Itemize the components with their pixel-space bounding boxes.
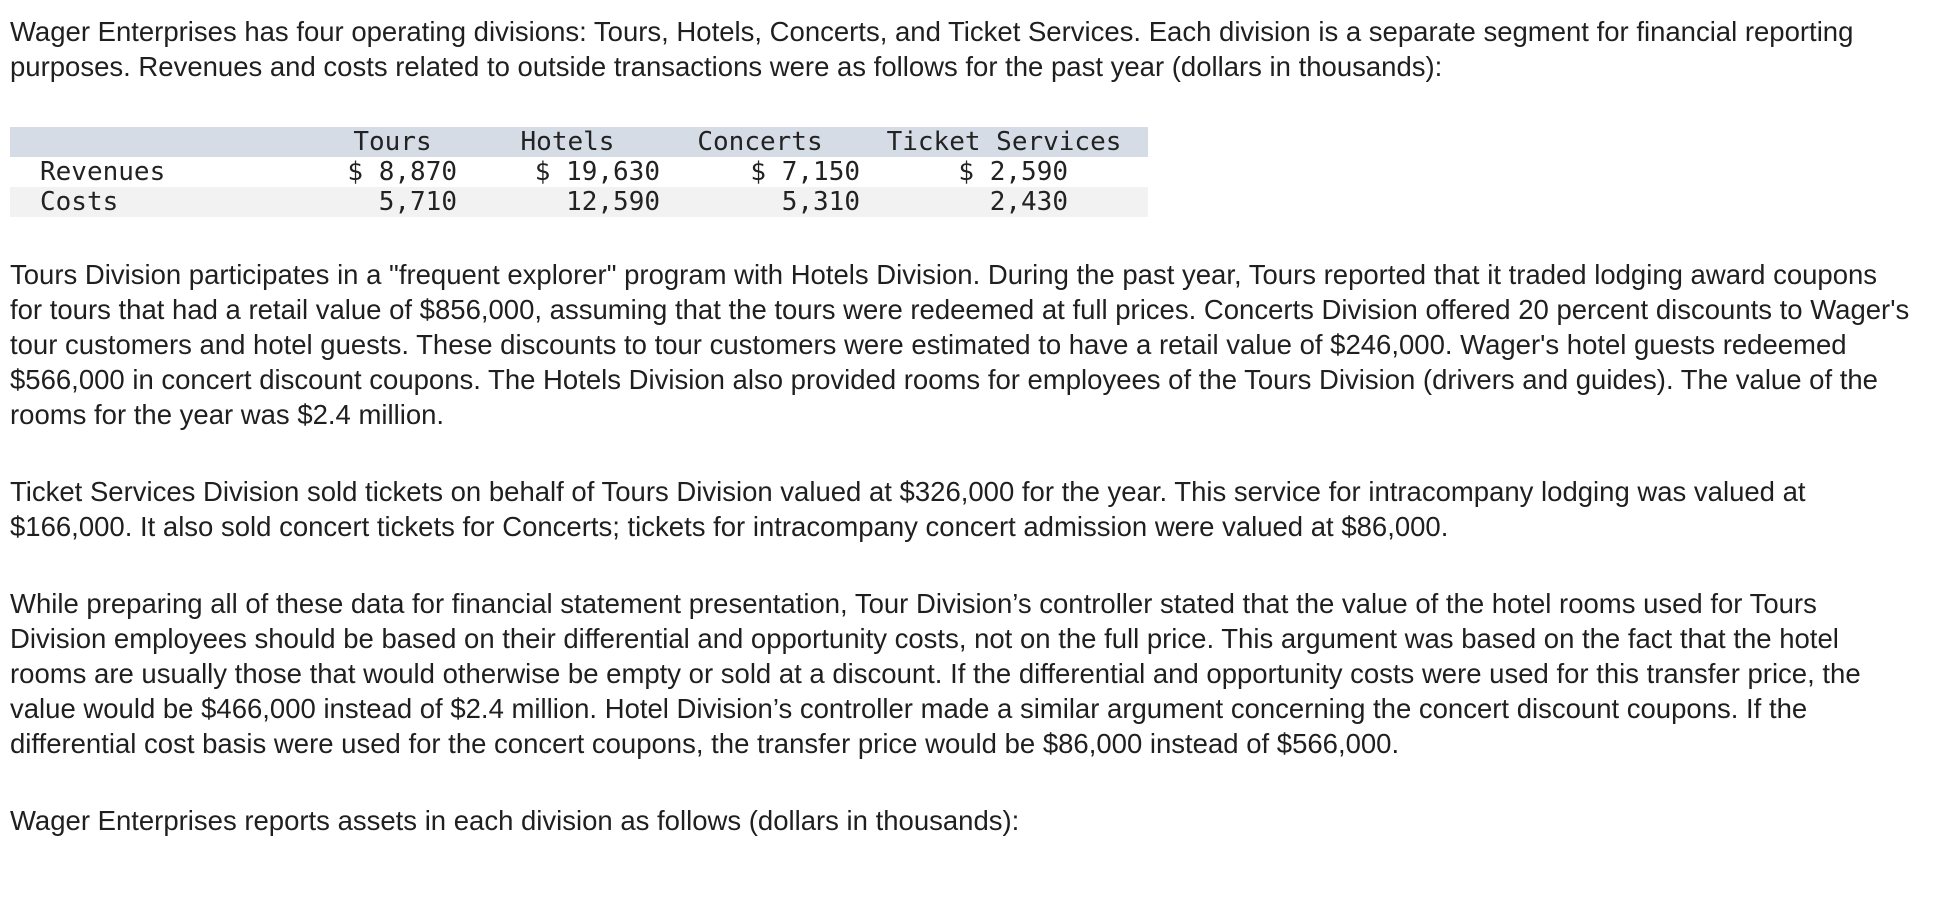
spacer (10, 217, 1942, 257)
column-header-concerts: Concerts (697, 127, 823, 157)
assets-intro-paragraph: Wager Enterprises reports assets in each division as follows (dollars in thousands): (10, 805, 1020, 836)
column-header-label (10, 127, 310, 157)
spacer (10, 544, 1942, 586)
revenues-tours-cell: $ 8,870 (347, 157, 457, 187)
divisions-financial-table (10, 127, 1148, 217)
revenues-hotels-cell: $ 19,630 (534, 157, 660, 187)
revenues-ticket-services-cell: $ 2,590 (958, 157, 1068, 187)
ticket-services-paragraph: Ticket Services Division sold tickets on behalf of Tours Division valued at $326,000 for the year. This service for intracompany lodging was valued at $166,000. It also sold concert tickets for Concerts; tickets for intracompany concert admission were valued at $86,000. (10, 476, 1806, 542)
spacer (10, 761, 1942, 803)
costs-ticket-services-cell: 2,430 (989, 187, 1068, 217)
costs-concerts-cell: 5,310 (781, 187, 860, 217)
column-header-ticket-services: Ticket Services (886, 127, 1122, 157)
table-row-revenues (10, 157, 1148, 187)
column-header-hotels: Hotels (520, 127, 615, 157)
table-row-costs (10, 187, 1148, 217)
frequent-explorer-paragraph: Tours Division participates in a "frequent explorer" program with Hotels Division. During the past year, Tours reported that it traded lodging award coupons for tours that had a retail value of $856,000, assuming that the tours were redeemed at full prices. Concerts Division offered 20 percent discounts to Wager's tour customers and hotel guests. These discounts to tour customers were estimated to have a retail value of $246,000. Wager's hotel guests redeemed $566,000 in concert discount coupons. The Hotels Division also provided rooms for employees of the Tours Division (drivers and guides). The value of the rooms for the year was $2.4 million. (10, 259, 1910, 430)
spacer (10, 84, 1942, 127)
row-label-revenues: Revenues (40, 157, 166, 187)
row-label-costs: Costs (40, 187, 119, 217)
intro-paragraph: Wager Enterprises has four operating divisions: Tours, Hotels, Concerts, and Ticket Services. Each division is a separate segment for financial reporting purposes. Revenues and costs related to outside transactions were as follows for the past year (dollars in thousands): (10, 16, 1854, 82)
controller-argument-paragraph: While preparing all of these data for financial statement presentation, Tour Division’s controller stated that the value of the hotel rooms used for Tours Division employees should be based on their differential and opportunity costs, not on the full price. This argument was based on the fact that the hotel rooms are usually those that would otherwise be empty or sold at a discount. If the differential and opportunity costs were used for this transfer price, the value would be $466,000 instead of $2.4 million. Hotel Division’s controller made a similar argument concerning the concert discount coupons. If the differential cost basis were used for the concert coupons, the transfer price would be $86,000 instead of $566,000. (10, 588, 1861, 759)
revenues-concerts-cell: $ 7,150 (750, 157, 860, 187)
table-header-row (10, 127, 1148, 157)
column-header-tours: Tours (353, 127, 432, 157)
costs-hotels-cell: 12,590 (566, 187, 660, 217)
spacer (10, 432, 1942, 474)
costs-tours-cell: 5,710 (378, 187, 457, 217)
